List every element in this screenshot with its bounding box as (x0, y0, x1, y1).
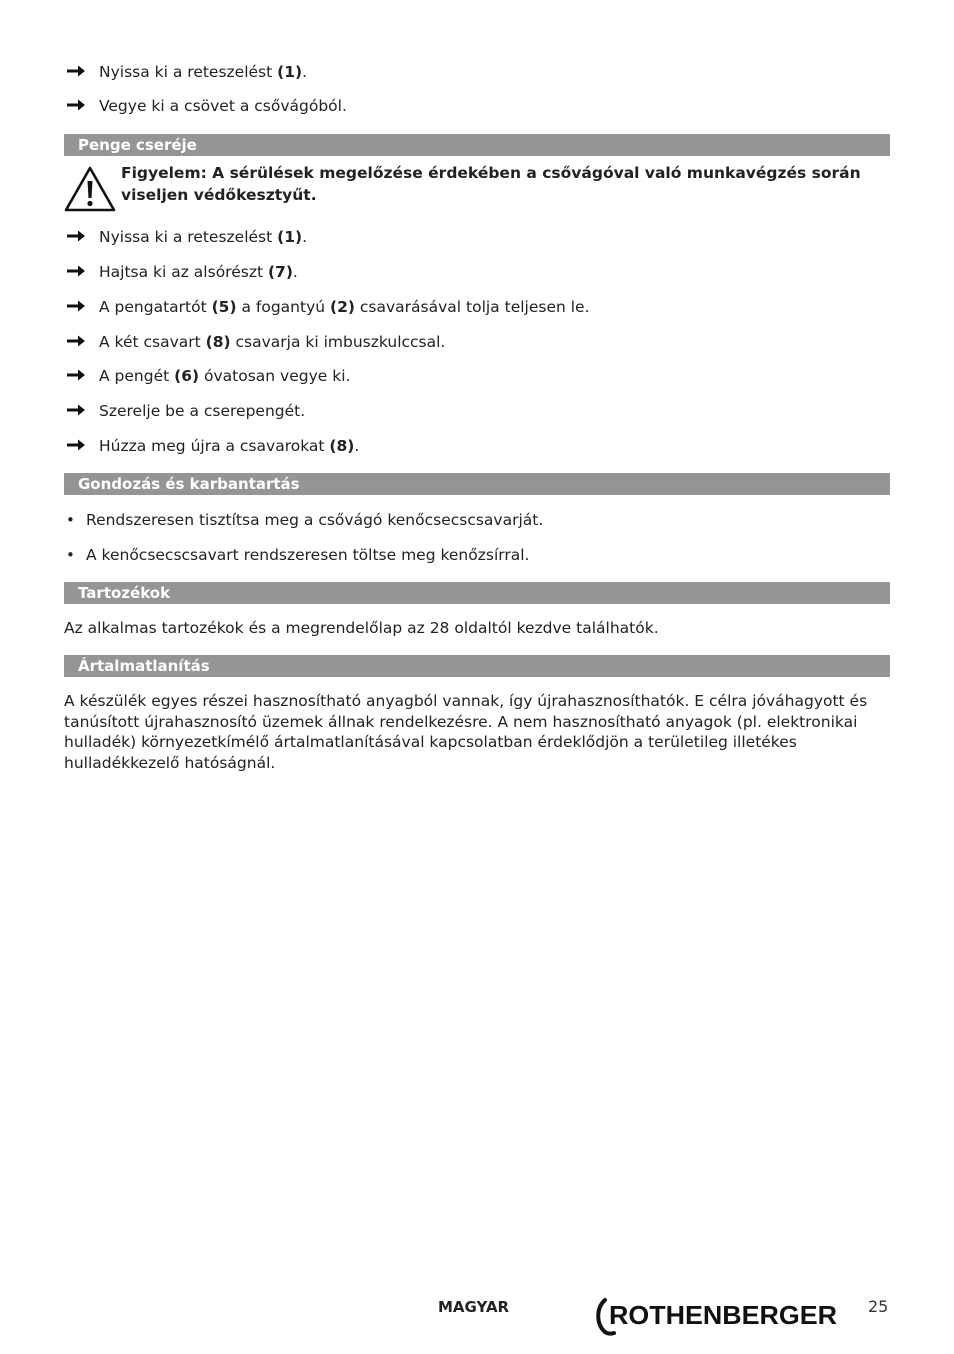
step-text: Nyissa ki a reteszelést (99, 63, 278, 81)
section-heading-care: Gondozás és karbantartás (64, 473, 890, 495)
disposal-line: hulladék) környezetkímélő ártalmatlanításával kapcsolatban érdeklődjön a területileg illetékes (64, 733, 797, 751)
step-ref: (1) (277, 63, 303, 81)
disposal-paragraph (64, 691, 890, 773)
step-text: Szerelje be a cserepengét. (99, 402, 306, 420)
step-ref: (1) (277, 228, 303, 246)
step-text: . (354, 437, 360, 455)
step-text: csavarásával tolja teljesen le. (354, 298, 590, 316)
footer-language: MAGYAR (438, 1298, 510, 1316)
arrow-right-icon (66, 98, 86, 112)
page-number: 25 (868, 1297, 889, 1316)
step-after: . (302, 63, 308, 81)
step-text: . (292, 263, 298, 281)
arrow-right-icon (66, 64, 86, 78)
step-ref: (5) (211, 298, 237, 316)
care-item-1 (66, 508, 543, 532)
arrow-right-icon (66, 438, 86, 452)
section-heading-accessories: Tartozékok (64, 582, 890, 604)
step-text: óvatosan vegye ki. (199, 367, 351, 385)
arrow-right-icon (66, 229, 86, 243)
step-text: csavarja ki imbuszkulccsal. (230, 333, 446, 351)
intro-step-2 (66, 94, 347, 118)
arrow-right-icon (66, 403, 86, 417)
step-ref: (8) (205, 333, 231, 351)
step-text: Vegye ki a csövet a csővágóból. (99, 97, 347, 115)
arrow-right-icon (66, 299, 86, 313)
arrow-right-icon (66, 264, 86, 278)
step-text: Nyissa ki a reteszelést (99, 228, 278, 246)
step-ref: (2) (330, 298, 355, 316)
accessories-text: Az alkalmas tartozékok és a megrendelőlap az 28 oldaltól kezdve találhatók. (64, 619, 659, 637)
warning-triangle-icon (64, 166, 116, 212)
step-text: A két csavart (99, 333, 206, 351)
warning-line-1: Figyelem: A sérülések megelőzése érdekében a csővágóval való munkavégzés során (121, 164, 861, 182)
care-item-text: A kenőcsecscsavart rendszeresen töltse meg kenőzsírral. (86, 546, 530, 564)
disposal-line: A készülék egyes részei hasznosítható anyagból vannak, így újrahasznosíthatók. E célra jóváhagyott és (64, 692, 868, 710)
blade-step-6 (66, 399, 305, 423)
step-ref: (6) (174, 367, 200, 385)
section-heading-disposal: Ártalmatlanítás (64, 655, 890, 677)
arrow-right-icon (66, 368, 86, 382)
disposal-line: hulladékkezelő hatóságnál. (64, 753, 276, 772)
warning-line-2: viseljen védőkesztyűt. (121, 186, 317, 204)
logo-brand-text: ROTHENBERGER (609, 1300, 838, 1330)
warning-text (121, 162, 881, 206)
blade-step-1 (66, 225, 307, 249)
rothenberger-logo (594, 1296, 840, 1336)
step-text: Hajtsa ki az alsórészt (99, 263, 268, 281)
blade-step-5 (66, 364, 350, 388)
intro-step-1 (66, 60, 307, 84)
section-heading-blade: Penge cseréje (64, 134, 890, 156)
blade-step-3 (66, 295, 590, 319)
blade-step-4 (66, 330, 445, 354)
disposal-line: tanúsított újrahasznosító üzemek állnak rendelkezésre. A nem hasznosítható anyagok (pl. elektronikai (64, 712, 858, 731)
care-item-text: Rendszeresen tisztítsa meg a csővágó kenőcsecscsavarját. (86, 511, 544, 529)
bullet-icon: • (66, 511, 75, 529)
arrow-right-icon (66, 334, 86, 348)
care-item-2 (66, 543, 529, 567)
step-ref: (8) (329, 437, 355, 455)
step-text: A pengét (99, 367, 175, 385)
step-text: a fogantyú (236, 298, 331, 316)
blade-step-7 (66, 434, 359, 458)
step-text: Húzza meg újra a csavarokat (99, 437, 330, 455)
step-text: . (302, 228, 308, 246)
step-ref: (7) (267, 263, 293, 281)
bullet-icon: • (66, 546, 75, 564)
step-text: A pengatartót (99, 298, 212, 316)
blade-step-2 (66, 260, 298, 284)
